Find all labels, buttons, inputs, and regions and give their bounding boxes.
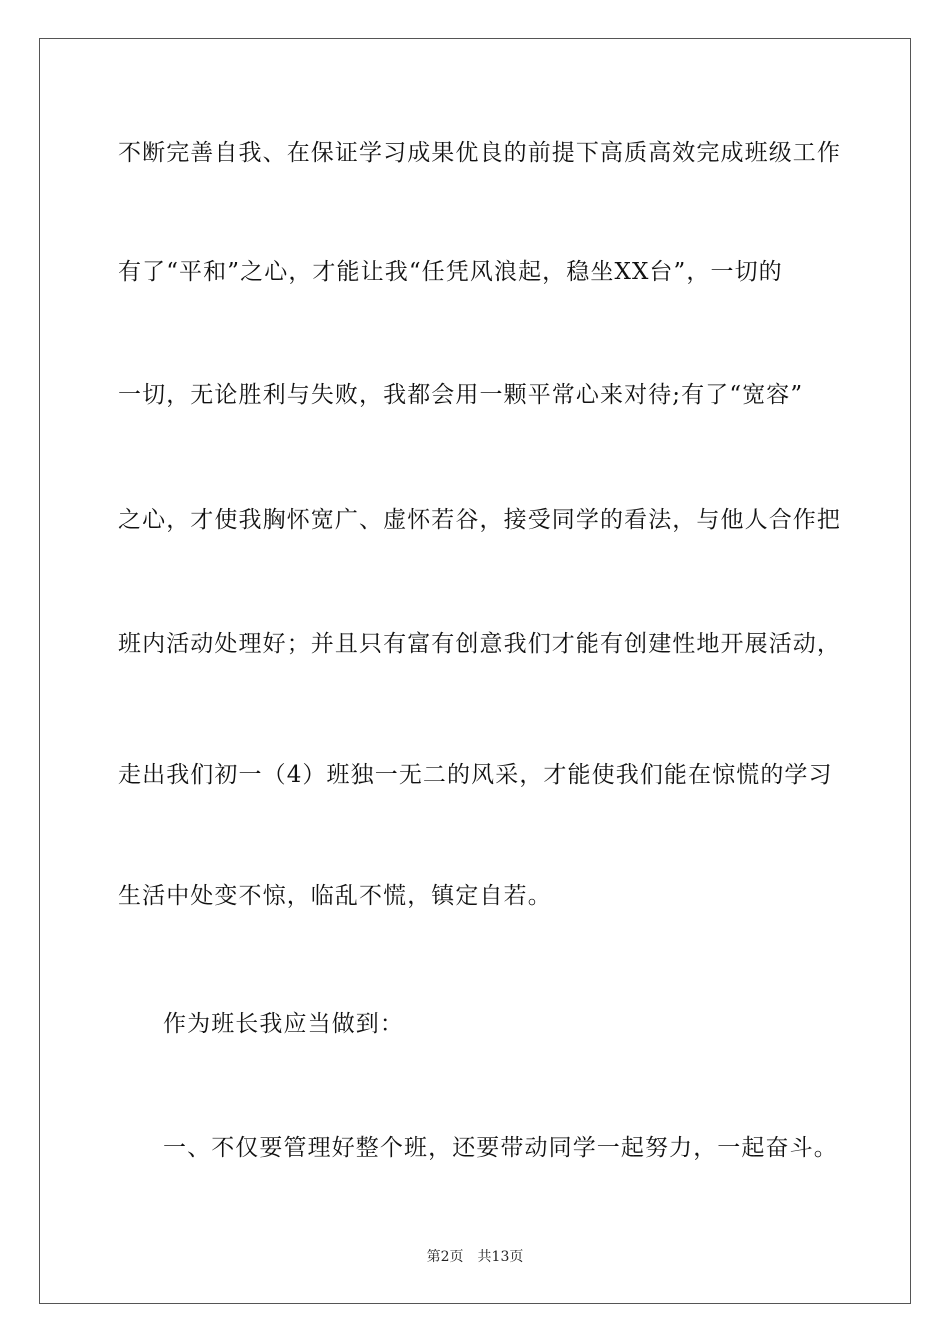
paragraph-line: 有了“平和”之心，才能让我“任凭风浪起，稳坐XX台”，一切的	[118, 259, 783, 285]
page-number: 第2页	[426, 1249, 464, 1265]
paragraph-line: 一切，无论胜利与失败，我都会用一颗平常心来对待;有了“宽容”	[118, 382, 804, 408]
paragraph-line: 不断完善自我、在保证学习成果优良的前提下高质高效完成班级工作	[118, 140, 841, 166]
paragraph-line: 之心，才使我胸怀宽广、虚怀若谷，接受同学的看法，与他人合作把	[118, 507, 841, 533]
page-border	[39, 38, 911, 1304]
section-intro-line: 作为班长我应当做到：	[163, 1011, 404, 1037]
paragraph-line: 班内活动处理好；并且只有富有创意我们才能有创建性地开展活动，	[118, 631, 841, 657]
page-footer	[0, 1248, 950, 1266]
paragraph-line: 生活中处变不惊，临乱不慌，镇定自若。	[118, 883, 552, 909]
list-item-line: 一、不仅要管理好整个班，还要带动同学一起努力，一起奋斗。	[163, 1135, 838, 1161]
paragraph-line: 走出我们初一（4）班独一无二的风采，才能使我们能在惊慌的学习	[118, 762, 833, 788]
total-pages: 共13页	[477, 1249, 524, 1265]
